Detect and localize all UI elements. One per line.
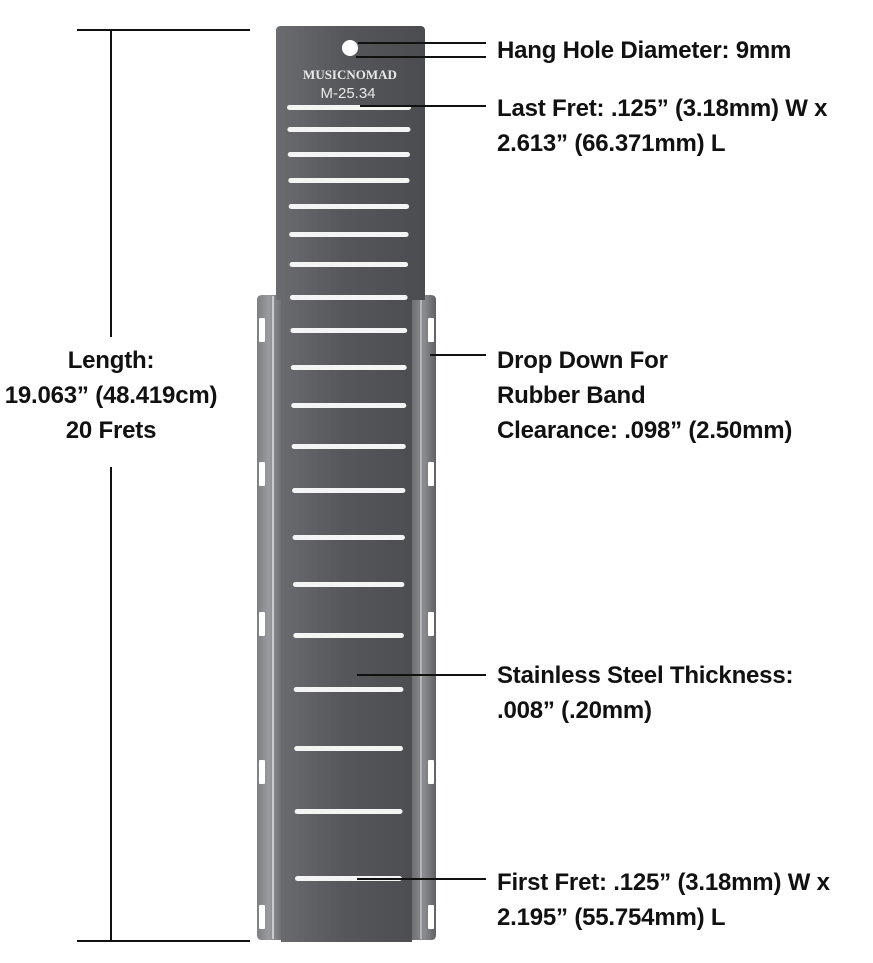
drop-down-callout <box>497 343 792 448</box>
steel-thickness-line2: .008” (.20mm) <box>497 697 652 724</box>
flange-notch-right <box>428 462 434 486</box>
drop-down-line3: Clearance: .098” (2.50mm) <box>497 417 793 444</box>
fret-slot <box>294 687 404 692</box>
fret-slot <box>289 204 409 209</box>
length-title: Length: <box>67 347 155 374</box>
last-fret-line1: Last Fret: .125” (3.18mm) W x <box>497 95 828 122</box>
fret-slot <box>293 633 404 638</box>
hang-hole-text: Hang Hole Diameter: 9mm <box>497 37 792 64</box>
model-number: M-25.34 <box>320 85 376 102</box>
drop-down-line2: Rubber Band <box>497 382 646 409</box>
first-fret-line2: 2.195” (55.754mm) L <box>497 904 726 931</box>
hang-hole-icon <box>342 40 358 56</box>
fret-slot <box>290 262 409 267</box>
length-dimension <box>77 30 250 941</box>
fret-slot <box>291 403 406 408</box>
last-fret-callout <box>497 91 827 161</box>
flange-notch-right <box>428 612 434 636</box>
last-fret-line2: 2.613” (66.371mm) L <box>497 130 726 157</box>
flange-notch-left <box>259 462 265 486</box>
fret-slot <box>290 295 408 300</box>
flange-notch-left <box>259 905 265 929</box>
fret-slot <box>291 365 407 370</box>
fret-slot <box>293 535 405 540</box>
fret-slot <box>292 444 406 449</box>
length-value: 19.063” (48.419cm) <box>4 382 218 409</box>
fret-slot <box>290 328 407 333</box>
length-label <box>0 343 222 448</box>
flange-notch-right <box>428 905 434 929</box>
fret-slot <box>295 809 403 814</box>
steel-thickness-line1: Stainless Steel Thickness: <box>497 662 794 689</box>
brand-logo: MUSICNOMAD <box>303 67 397 82</box>
drop-down-line1: Drop Down For <box>497 347 668 374</box>
fret-slot <box>293 582 405 587</box>
flange-notch-right <box>428 318 434 342</box>
fret-slot <box>287 127 410 132</box>
flange-notch-left <box>259 318 265 342</box>
steel-thickness-callout <box>497 658 793 728</box>
fret-slot <box>288 152 410 157</box>
fret-slot <box>288 178 409 183</box>
flange-notch-left <box>259 612 265 636</box>
fret-slot <box>292 488 405 493</box>
left-flange-edge <box>272 296 274 939</box>
hang-hole-callout <box>497 33 791 68</box>
first-fret-line1: First Fret: .125” (3.18mm) W x <box>497 869 830 896</box>
flange-notch-right <box>428 760 434 784</box>
right-flange-edge <box>420 296 422 939</box>
flange-notch-left <box>259 760 265 784</box>
fret-slot <box>294 746 403 751</box>
fret-count: 20 Frets <box>65 417 157 444</box>
fret-slot <box>289 232 409 237</box>
first-fret-callout <box>497 865 830 935</box>
